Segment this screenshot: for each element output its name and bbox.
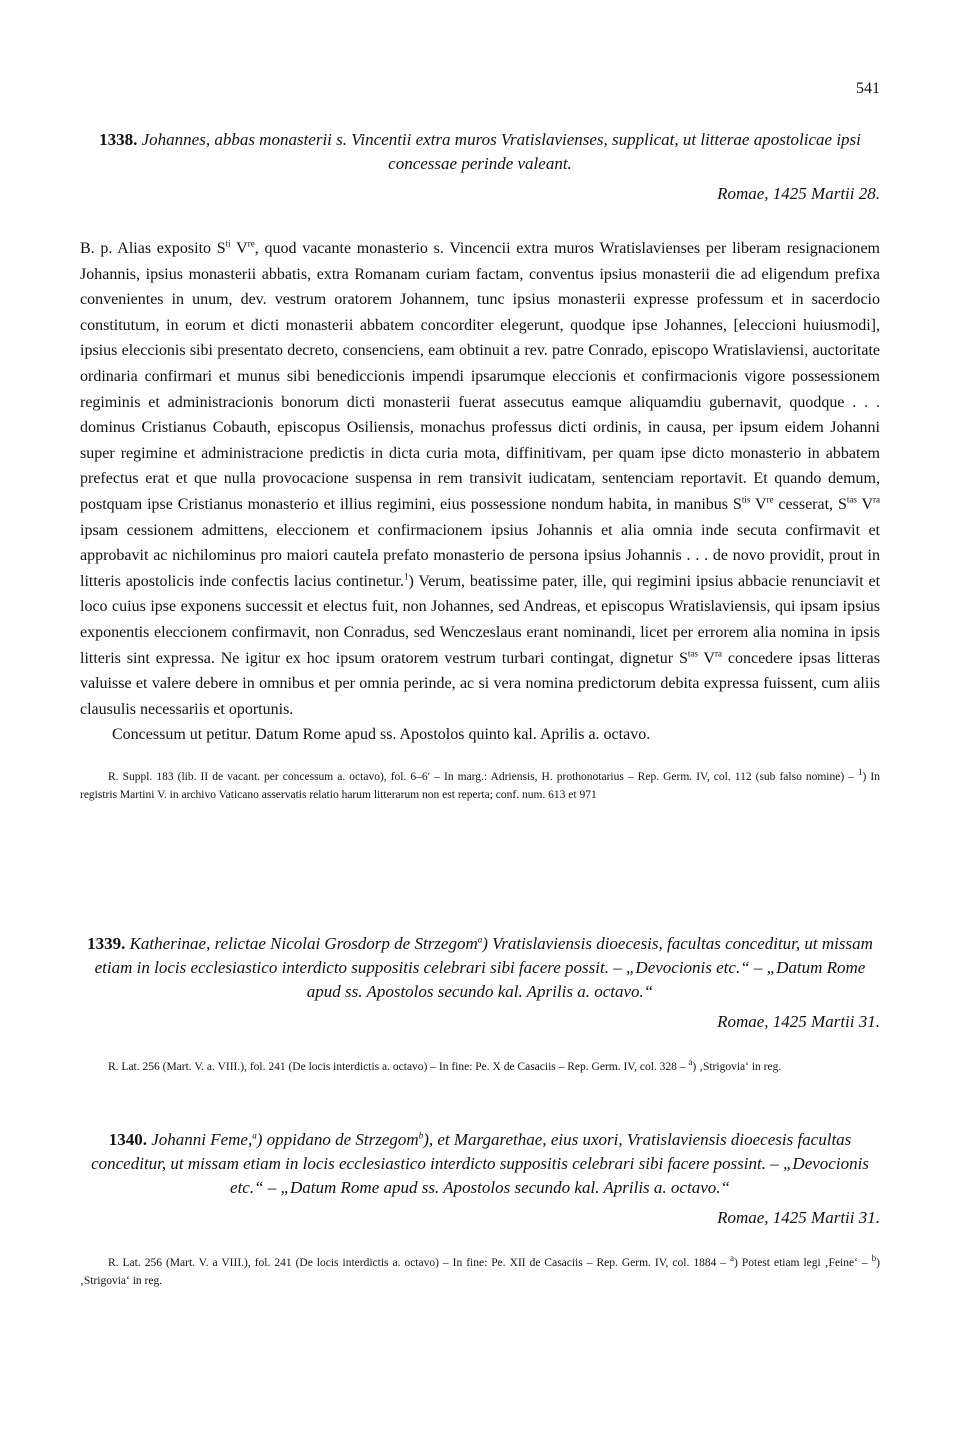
entry-number: 1340. — [108, 1130, 147, 1149]
entry-body — [80, 236, 880, 748]
superscript: ra — [715, 648, 722, 659]
superscript: tis — [741, 494, 751, 505]
superscript: tas — [846, 494, 857, 505]
superscript: a — [688, 1057, 693, 1068]
entry-heading-text: Johanni Feme,$^a$) oppidano de Strzegom$^b$), et Margarethae, eius uxori, Vratislaviensis dioecesis facultas conceditur, ut missam etiam in locis ecclesiastico interdicto suppositis celebrari sibi facere possint. – „Devocionis etc.“ – „Datum Rome apud ss. Apostolos secundo kal. Aprilis a. octavo.“ — [91, 1130, 869, 1197]
entry-date: Romae, 1425 Martii 31. — [717, 1208, 880, 1227]
superscript: b — [871, 1253, 877, 1264]
superscript: tas — [687, 648, 698, 659]
superscript: re — [247, 238, 255, 249]
entry-heading — [80, 932, 880, 1004]
superscript: ra — [873, 494, 881, 505]
entry-heading-text: Johannes, abbas monasterii s. Vincentii extra muros Vratislavienses, supplicat, ut litterae apostolicae ipsi concessae perinde valeant. — [141, 130, 861, 173]
footnote-text: R. Suppl. 183 (lib. II de vacant. per concessum a. octavo), fol. 6–6′ – In marg.: Adriensis, H. prothonotarius – Rep. Germ. IV, col. 112 (sub falso nomine) – $^1$) In registris Martini V. in archivo Vaticano asservatis relatio harum litterarum non est reperta; conf. num. 613 et 971 — [80, 767, 880, 801]
superscript: a — [477, 934, 483, 945]
entry-heading-text: Katherinae, relictae Nicolai Grosdorp de Strzegom$^a$) Vratislaviensis dioecesis, facultas conceditur, ut missam etiam in locis ecclesiastico interdicto suppositis celebrari sibi facere possit. – „Devocionis etc.“ – „Datum Rome apud ss. Apostolos secundo kal. Aprilis a. octavo.“ — [94, 934, 873, 1001]
superscript: re — [766, 494, 774, 505]
footnote-text: R. Lat. 256 (Mart. V. a. VIII.), fol. 241 (De locis interdictis a. octavo) – In fine: Pe. X de Casaciis – Rep. Germ. IV, col. 328 – $^a$) ‚Strigovia‘ in reg. — [108, 1057, 782, 1073]
footnote-apparatus — [80, 768, 880, 804]
footnote-text: R. Lat. 256 (Mart. V. a VIII.), fol. 241 (De locis interdictis a. octavo) – In fine: Pe. XII de Casaciis – Rep. Germ. IV, col. 1884 – $^a$) Potest etiam legi ‚Feine‘ – $^b$) ‚Strigovia‘ in reg. — [80, 1253, 880, 1287]
entry-1340 — [80, 1128, 880, 1290]
superscript: a — [730, 1253, 735, 1264]
entry-number: 1339. — [87, 934, 126, 953]
entry-1338 — [80, 128, 880, 804]
entry-date: Romae, 1425 Martii 28. — [717, 184, 880, 203]
superscript: b — [418, 1130, 424, 1141]
superscript: 1 — [858, 767, 863, 778]
page-number: 541 — [856, 80, 880, 97]
entry-heading — [80, 1128, 880, 1200]
entry-number: 1338. — [99, 130, 138, 149]
entry-1339 — [80, 932, 880, 1076]
entry-heading — [80, 128, 880, 176]
superscript: 1 — [404, 571, 409, 582]
superscript: ti — [225, 238, 231, 249]
footnote-apparatus — [80, 1254, 880, 1290]
entry-date: Romae, 1425 Martii 31. — [717, 1012, 880, 1031]
body-paragraph: B. p. Alias exposito $S^{ti}$ Vre, quod vacante monasterio s. Vincencii extra muros Wratislavienses per liberam resignacionem Johannis, ipsius monasterii abbatis, extra Romanam curiam factam, conventus ipsius monasterii die ad eligendum prefixa convenientes in unum, dev. vestrum oratorem Johannem, tunc ipsius monasterii expresse professum et in sacerdocio constitutum, in eorum et dicti monasterii abbatem concorditer elegerunt, quodque ipse Johannes, [eleccioni huiusmodi], ipsius eleccionis sibi presentato decreto, consenciens, eam obtinuit a rev. patre Conrado, episcopo Wratislaviensi, auctoritate ordinaria confirmari et munus sibi benediccionis impendi ipsarumque eleccionis et confirmacionis vigore possessionem regiminis et administracionis bonorum dicti monasterii fuerat assecutus eamque aliquamdiu gubernavit, quodque . . . dominus Cristianus Cobauth, episcopus Osiliensis, monachus professus dicti ordinis, in causa, per ipsum eidem Johanni super regimine et administracione predictis in dicta curia mota, diffinitivam, per quam ipse dicto monasterio in abbatem prefectus erat et que nulla provocacione suspensa in rem transivit iudicatam, sentenciam reportavit. Et quando demum, postquam ipse Cristianus monasterio et illius regimini, eius possessione nondum habita, in manibus $S^{tis}$ Vre cesserat, $S^{tas}$ $V^{ra}$ ipsam cessionem admittens, eleccionem et confirmacionem ipsius Johannis et alia omnia inde secuta confirmavit et approbavit ac nichilominus pro maiori cautela prefato monasterio de persona ipsius Johannis . . . de novo providit, prout in litteris apostolicis inde confectis lacius continetur.$^1$) Verum, beatissime pater, ille, qui regimini ipsius abbacie renunciavit et loco cuius ipse exponens successit et electus fuit, non Johannes, sed Andreas, et episcopus Wratislaviensis, qui ipsam ipsius exponentis eleccionem confirmavit, non Conradus, sed Wenczeslaus erant nominandi, licet per errorem alia nomina in ipsis litteris sint expressa. Ne igitur ex hoc ipsum oratorem vestrum turbari contingat, dignetur $S^{tas}$ $V^{ra}$ concedere ipsas litteras valuisse et valere debere in omnibus et per omnia perinde, ac si vera nomina predictorum debita expressa fuissent, cum aliis clausulis necessariis et oportunis. — [80, 238, 881, 718]
footnote-apparatus — [80, 1058, 880, 1076]
superscript: a — [252, 1130, 257, 1141]
body-paragraph: Concessum ut petitur. Datum Rome apud ss. Apostolos quinto kal. Aprilis a. octavo. — [112, 726, 651, 744]
